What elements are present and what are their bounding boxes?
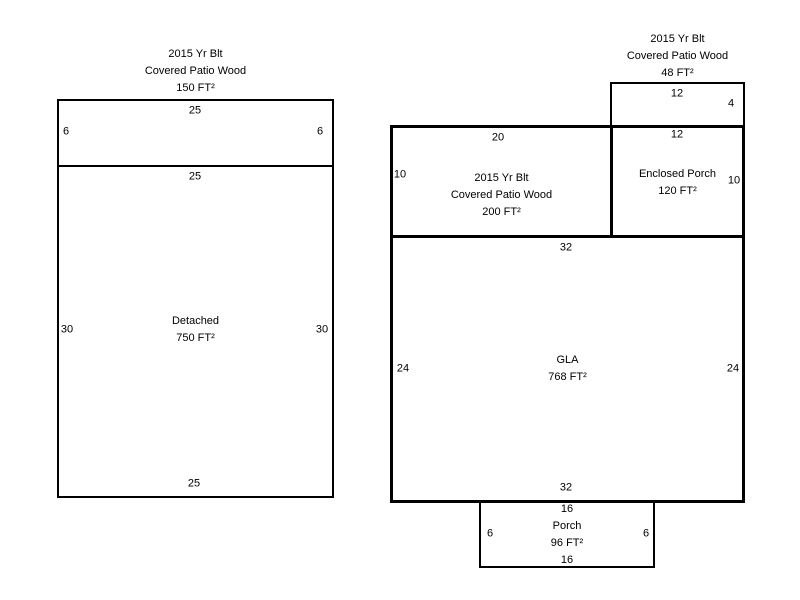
- patio150-dim-left: 6: [62, 125, 70, 138]
- porch-area: 96 FT²: [550, 537, 584, 549]
- porch-dim-top: 16: [560, 503, 574, 515]
- gla-name: GLA: [556, 354, 579, 366]
- detached-area: 750 FT²: [176, 332, 215, 344]
- patio48-header: [610, 31, 745, 82]
- gla-label: [390, 352, 745, 386]
- porch-name: Porch: [552, 520, 582, 532]
- enclosed-porch-area: 120 FT²: [658, 185, 697, 197]
- patio150-header-line-3: 150 FT²: [176, 82, 215, 94]
- gla-dim-top: 32: [559, 241, 573, 254]
- patio200-label-line-3: 200 FT²: [482, 206, 521, 218]
- patio200-label-line-2: Covered Patio Wood: [450, 189, 553, 201]
- patio200-label-line-1: 2015 Yr Blt: [474, 172, 529, 184]
- gla-dim-left: 24: [396, 362, 410, 375]
- detached-label: [57, 313, 334, 347]
- patio48-header-line-1: 2015 Yr Blt: [650, 33, 705, 45]
- gla-dim-right: 24: [726, 362, 740, 375]
- pat48-header-line-3: 48 FT²: [661, 67, 694, 79]
- patio200-label: [390, 170, 613, 221]
- patio200-dim-left: 10: [393, 168, 407, 181]
- enclosed-porch-dim-top: 12: [670, 128, 684, 141]
- porch-dim-left: 6: [486, 527, 494, 540]
- patio150-dim-right: 6: [316, 125, 324, 138]
- gla-dim-bottom: 32: [559, 481, 573, 494]
- patio150-dim-top: 25: [188, 104, 202, 117]
- detached-dim-top: 25: [188, 170, 202, 183]
- patio200-dim-top: 20: [491, 131, 505, 144]
- patio48-dim-top: 12: [670, 87, 684, 100]
- porch-label: [479, 501, 655, 569]
- detached-dim-left: 30: [60, 323, 74, 336]
- patio150-header: [57, 46, 334, 97]
- enclosed-porch-name: Enclosed Porch: [638, 168, 717, 180]
- patio150-header-line-1: 2015 Yr Blt: [168, 48, 223, 60]
- porch-dim-right: 6: [642, 527, 650, 540]
- patio48-header-line-2: Covered Patio Wood: [626, 50, 729, 62]
- detached-dim-bottom: 25: [187, 477, 201, 490]
- enclosed-porch-label: [610, 166, 745, 200]
- detached-dim-right: 30: [315, 323, 329, 336]
- enclosed-porch-dim-right: 10: [727, 174, 741, 187]
- detached-name: Detached: [171, 315, 220, 327]
- patio48-dim-right: 4: [727, 97, 735, 110]
- patio150-header-line-2: Covered Patio Wood: [144, 65, 247, 77]
- gla-area: 768 FT²: [548, 371, 587, 383]
- porch-dim-bottom: 16: [560, 554, 574, 566]
